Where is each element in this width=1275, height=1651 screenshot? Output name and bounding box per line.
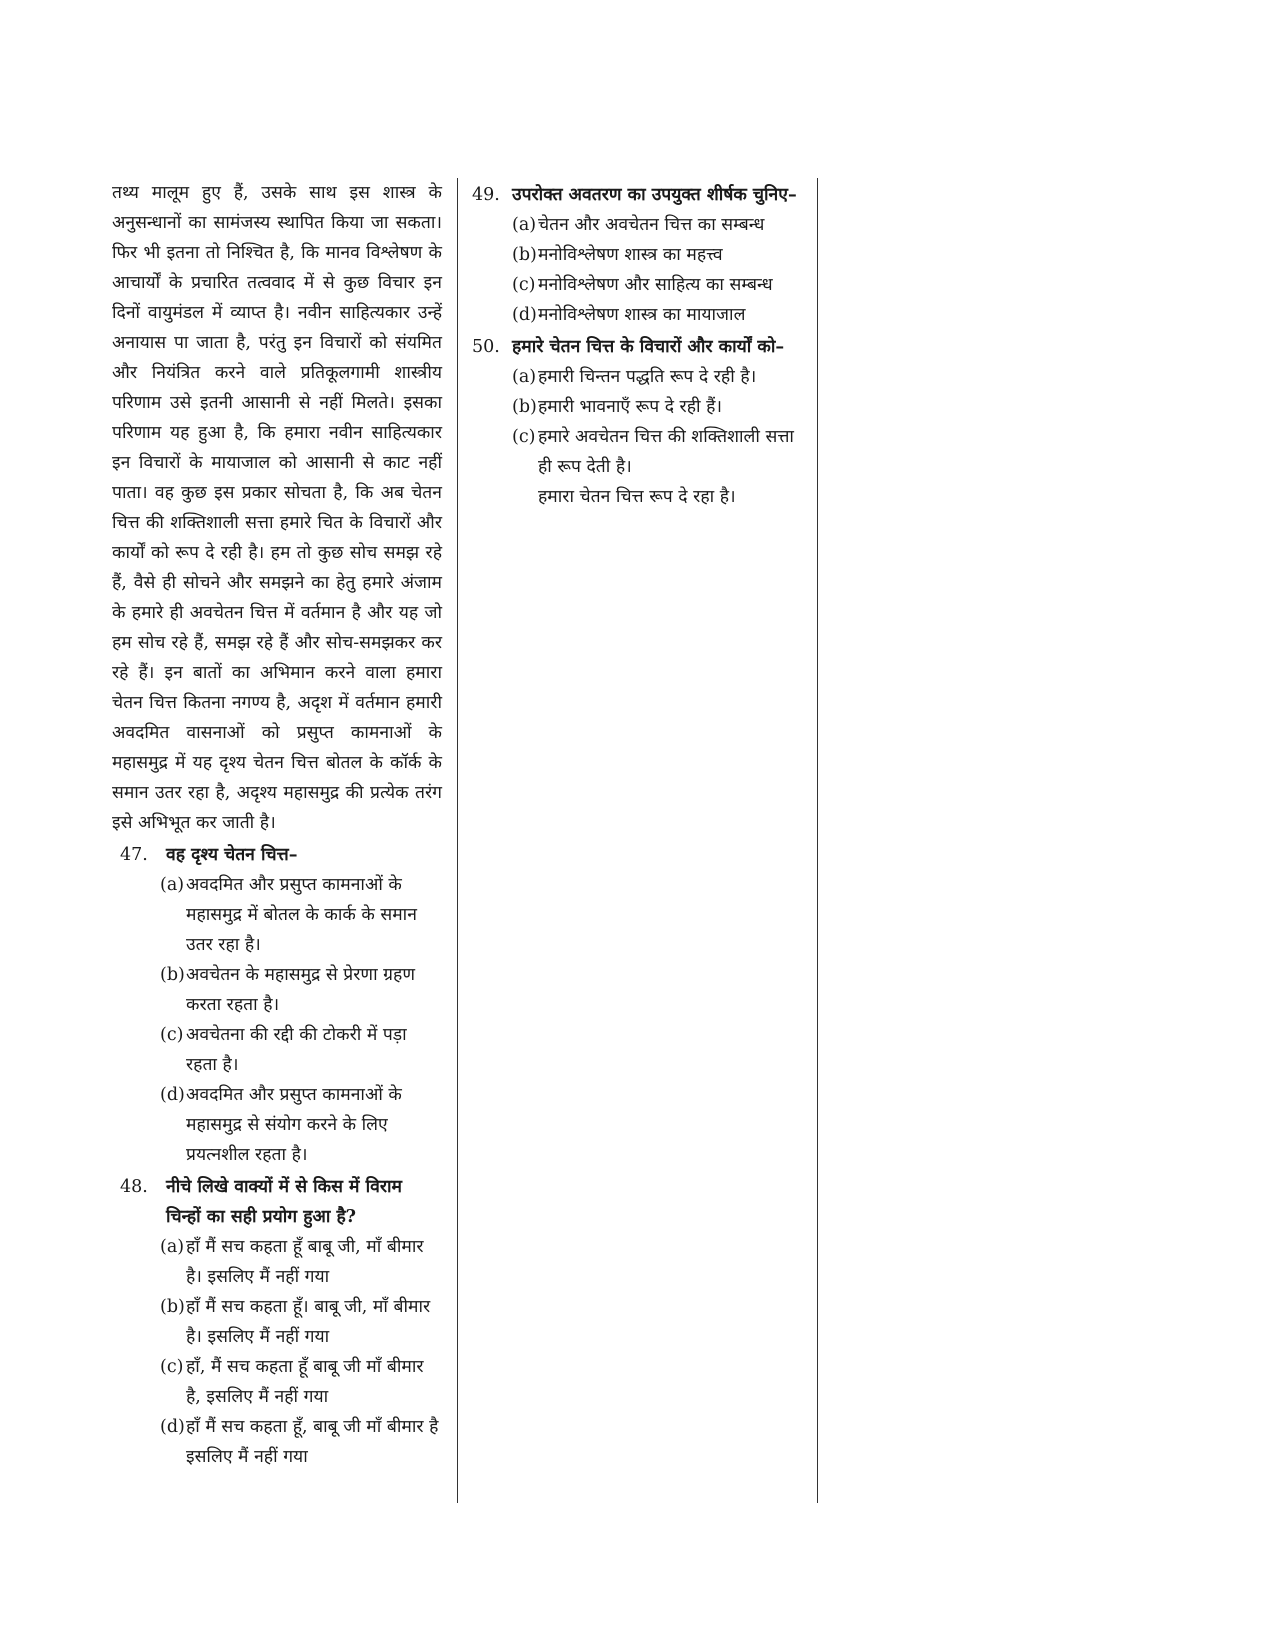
question-text: 48. नीचे लिखे वाक्यों में से किस में विराम चिन्हों का सही प्रयोग हुआ है? bbox=[112, 1172, 442, 1232]
option-letter: (c) bbox=[512, 427, 536, 447]
option-d-unlabeled: हमारा चेतन चित्त रूप दे रहा है। bbox=[538, 487, 736, 507]
question-47 bbox=[112, 840, 442, 1170]
question-number: 49. bbox=[472, 185, 500, 205]
option-a: (a) चेतन और अवचेतन चित्त का सम्बन्ध bbox=[512, 210, 802, 240]
option-d: (d) अवदमित और प्रसुप्त कामनाओं के महासमुद्र से संयोग करने के लिए प्रयत्नशील रहता है। bbox=[160, 1080, 442, 1170]
option-letter: (a) bbox=[160, 875, 185, 895]
option-d: (d) हाँ मैं सच कहता हूँ, बाबू जी माँ बीमार है इसलिए मैं नहीं गया bbox=[160, 1412, 442, 1472]
option-c: (c) हमारे अवचेतन चित्त की शक्तिशाली सत्ता ही रूप देती है। bbox=[512, 422, 802, 482]
option-letter: (d) bbox=[160, 1085, 185, 1105]
option-letter: (c) bbox=[160, 1025, 184, 1045]
option-letter: (b) bbox=[512, 397, 537, 417]
option-b: (b) हमारी भावनाएँ रूप दे रही हैं। bbox=[512, 392, 802, 422]
option-letter: (b) bbox=[512, 245, 537, 265]
option-b: (b) अवचेतन के महासमुद्र से प्रेरणा ग्रहण करता रहता है। bbox=[160, 960, 442, 1020]
left-column bbox=[112, 178, 442, 1472]
option-letter: (d) bbox=[160, 1417, 185, 1437]
option-letter: (c) bbox=[512, 275, 536, 295]
option-b: (b) हाँ मैं सच कहता हूँ। बाबू जी, माँ बीमार है। इसलिए मैं नहीं गया bbox=[160, 1292, 442, 1352]
option-letter: (a) bbox=[160, 1237, 185, 1257]
question-number: 48. bbox=[120, 1177, 148, 1197]
question-48 bbox=[112, 1172, 442, 1472]
option-c: (c) मनोविश्लेषण और साहित्य का सम्बन्ध bbox=[512, 270, 802, 300]
question-text: 47. वह दृश्य चेतन चित्त– bbox=[112, 840, 442, 870]
passage-text: तथ्य मालूम हुए हैं, उसके साथ इस शास्त्र के अनुसन्धानों का सामंजस्य स्थापित किया जा सकता। फिर भी इतना तो निश्चित है, कि मानव विश्लेषण के आचार्यों के प्रचारित तत्ववाद में से कुछ विचार इन दिनों वायुमंडल में व्याप्त है। नवीन साहित्यकार उन्हें अनायास पा जाता है, परंतु इन विचारों को संयमित और नियंत्रित करने वाले प्रतिकूलगामी शास्त्रीय परिणाम उसे इतनी आसानी से नहीं मिलते। इसका परिणाम यह हुआ है, कि हमारा नवीन साहित्यकार इन विचारों के मायाजाल को आसानी से काट नहीं पाता। वह कुछ इस प्रकार सोचता है, कि अब चेतन चित्त की शक्तिशाली सत्ता हमारे चित के विचारों और कार्यों को रूप दे रही है। हम तो कुछ सोच समझ रहे हैं, वैसे ही सोचने और समझने का हेतु हमारे अंजाम के हमारे ही अवचेतन चित्त में वर्तमान है और यह जो हम सोच रहे हैं, समझ रहे हैं और सोच-समझकर कर रहे हैं। इन बातों का अभिमान करने वाला हमारा चेतन चित्त कितना नगण्य है, अदृश में वर्तमान हमारी अवदमित वासनाओं को प्रसुप्त कामनाओं के महासमुद्र में यह दृश्य चेतन चित्त बोतल के कॉर्क के समान उतर रहा है, अदृश्य महासमुद्र की प्रत्येक तरंग इसे अभिभूत कर जाती है। bbox=[112, 183, 442, 833]
option-letter: (a) bbox=[512, 215, 537, 235]
option-a: (a) हाँ मैं सच कहता हूँ बाबू जी, माँ बीमार है। इसलिए मैं नहीं गया bbox=[160, 1232, 442, 1292]
column-divider bbox=[457, 178, 458, 1503]
option-letter: (d) bbox=[512, 305, 537, 325]
right-column bbox=[472, 178, 802, 512]
option-letter: (c) bbox=[160, 1357, 184, 1377]
option-letter: (a) bbox=[512, 367, 537, 387]
question-text: 50. हमारे चेतन चित्त के विचारों और कार्यों को– bbox=[472, 332, 802, 362]
option-a: (a) हमारी चिन्तन पद्धति रूप दे रही है। bbox=[512, 362, 802, 392]
option-letter: (b) bbox=[160, 1297, 185, 1317]
option-c: (c) हाँ, मैं सच कहता हूँ बाबू जी माँ बीमार है, इसलिए मैं नहीं गया bbox=[160, 1352, 442, 1412]
option-b: (b) मनोविश्लेषण शास्त्र का महत्त्व bbox=[512, 240, 802, 270]
question-49 bbox=[472, 180, 802, 330]
question-number: 47. bbox=[120, 845, 148, 865]
option-c: (c) अवचेतना की रद्दी की टोकरी में पड़ा रहता है। bbox=[160, 1020, 442, 1080]
option-d: (d) मनोविश्लेषण शास्त्र का मायाजाल bbox=[512, 300, 802, 330]
column-divider bbox=[817, 178, 818, 1503]
option-letter: (b) bbox=[160, 965, 185, 985]
question-50 bbox=[472, 332, 802, 512]
question-text: 49. उपरोक्त अवतरण का उपयुक्त शीर्षक चुनिए– bbox=[472, 180, 802, 210]
option-a: (a) अवदमित और प्रसुप्त कामनाओं के महासमुद्र में बोतल के कार्क के समान उतर रहा है। bbox=[160, 870, 442, 960]
question-number: 50. bbox=[472, 337, 500, 357]
